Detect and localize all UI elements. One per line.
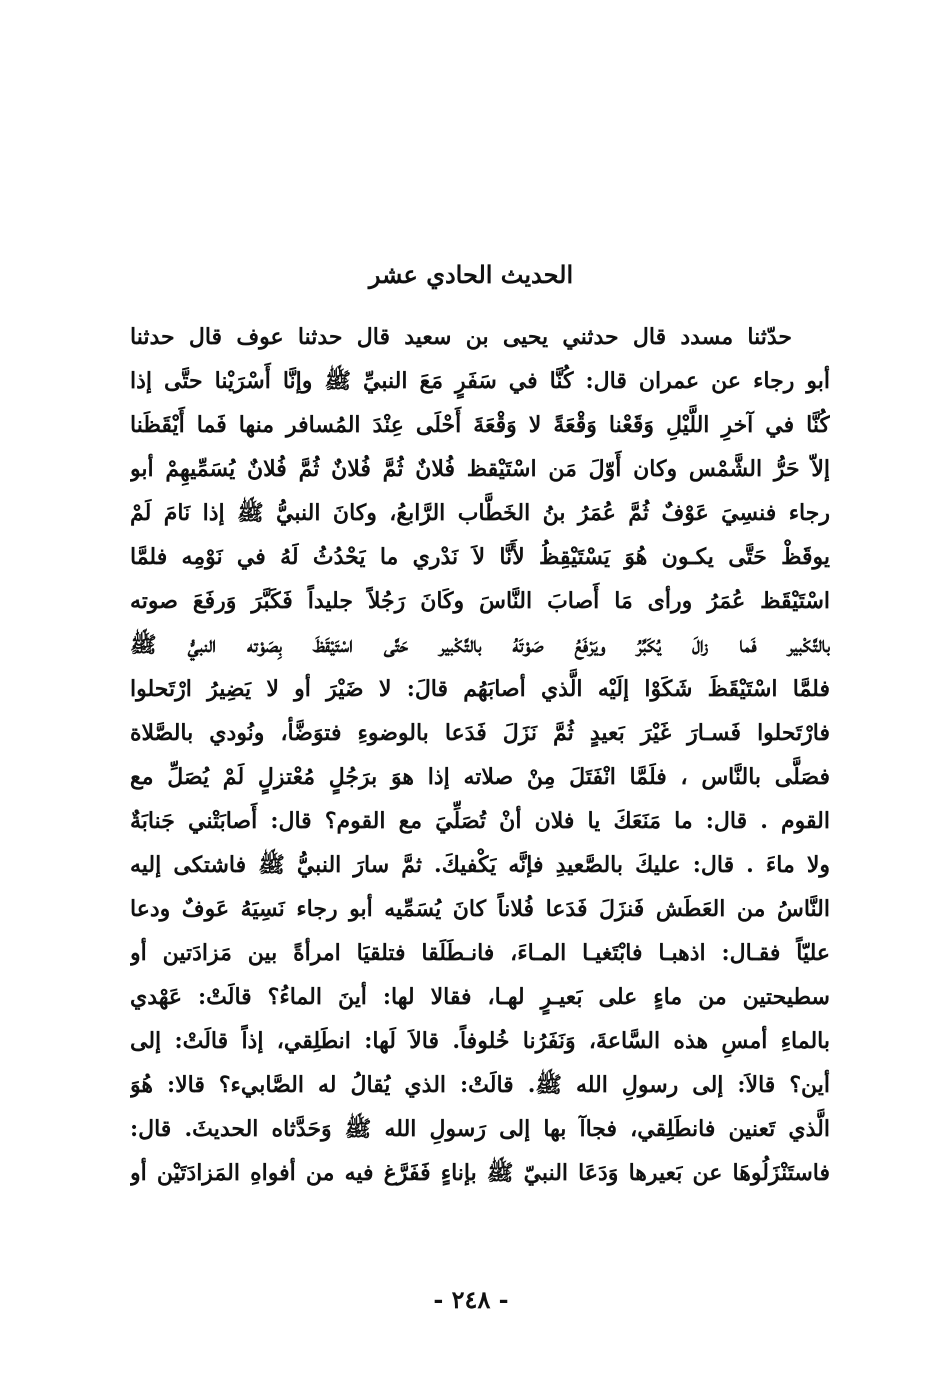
text-line: فصَلَّى بالنَّاس ، فلَمَّا انْفَتَلَ مِنْ صلاته إذا هوَ برَجُلٍ مُعْتزلٍ لَمْ يُصَلِّ مع <box>130 764 830 790</box>
text-line: فلمَّا اسْتَيْقَظَ شَكَوْا إلَيْه الَّذي أصابَهُم قالَ: لا ضَيْرَ أو لا يَضِيرُ ارْتَحلوا <box>130 676 830 702</box>
text-line: حدّثنا مسدد قال حدثني يحيى بن سعيد قال حدثنا عوف قال حدثنا <box>130 324 792 350</box>
text-line: بالتَّكْبير فَما زالَ يُكَبِّرُ ويَرْفَعُ صَوْتَهُ بالتَّكْبير حَتَّى اسْتَيْقَظَ بِصَوْته النبيُّ ﷺ <box>130 632 830 658</box>
text-line: سطيحتين من ماءٍ على بَعيـرٍ لهـا، فقالا لها: أينَ الماءُ؟ قالَتْ: عَهْدي <box>130 984 830 1010</box>
text-line: رجاء فنسِيَ عَوْفٌ ثُمَّ عُمَرُ بنُ الخَطَّاب الرَّابعُ، وكانَ النبيُّ ﷺ إذا نَامَ لَمْ <box>130 500 830 526</box>
text-line: القوم . قال: ما مَنَعَكَ يا فلان أنْ تُصَلِّيَ مع القوم؟ قال: أَصابَتْني جَنابَةٌ <box>130 808 830 834</box>
text-line: فارْتَحلوا فَسـارَ غَيْرَ بَعيدٍ ثُمَّ نَزَلَ فَدَعا بالوضوءِ فتوَضَّأ، ونُودي بالصَّلاة <box>130 720 830 746</box>
hadith-text <box>130 315 830 1195</box>
text-line: إلاّ حَرُّ الشَّمْس وكان أَوّلَ مَن اسْتَيْقظ فُلانٌ ثُمَّ فُلانٌ ثُمَّ فُلانٌ يُسَمِّيهِمْ أبو <box>130 456 830 482</box>
text-line: فاستَنْزَلُوهَا عن بَعيرها وَدَعَا النبيّ ﷺ بإناءٍ فَفَرَّغ فيه من أفواهِ المَزادَتَيْن أو <box>130 1160 830 1186</box>
text-line: أبو رجاء عن عمران قال: كُنَّا في سَفَرٍ مَعَ النبيِّ ﷺ وإنَّا أَسْرَيْنا حتَّى إذا <box>130 368 830 394</box>
page-number: - ٢٤٨ - <box>433 1285 509 1314</box>
text-line: بالماءِ أمسِ هذه السَّاعةَ، وَنَفَرُنا خُلوفاً. قالاَ لَها: انطَلِقي، إذاً قالَتْ: إلى <box>130 1028 830 1054</box>
text-line: النَّاسُ من العَطَش فَنزَلَ فَدَعا فُلاناً كانَ يُسَمِّيه أبو رجاء نَسِيَهُ عَوفٌ ودعا <box>130 896 830 922</box>
text-line: الَّذي تَعنين فانطَلِقي، فجاآ بها إلى رَسولِ الله ﷺ وَحَدَّثاه الحديثَ. قال: <box>130 1116 830 1142</box>
text-line: يوقَظْ حَتَّى يكـون هُوَ يَسْتَيْقِظُ لأَنَّا لاَ نَدْري ما يَحْدُثُ لَهُ في نَوْمِه فلمَّا <box>130 544 830 570</box>
text-line: أين؟ قالاَ: إلى رسولِ الله ﷺ. قالَتْ: الذي يُقالُ له الصَّابيء؟ قالا: هُوَ <box>130 1072 830 1098</box>
text-line: عليّاً فقـال: اذهبـا فابْتَغيـا المـاءَ، فانـطَلَقا فتلقيَا امرأةً بين مَزادَتين أو <box>130 940 830 966</box>
hadith-title: الحديث الحادي عشر <box>368 260 574 289</box>
text-line: اسْتَيْقَظ عُمَرُ ورأى مَا أَصابَ النَّاسَ وكَانَ رَجُلاً جليداً فَكَبَّرَ وَرفَعَ صوته <box>130 588 830 614</box>
text-line: ولا ماءَ . قال: عليكَ بالصَّعيدِ فإنَّه يَكْفيكَ. ثمَّ سارَ النبيُّ ﷺ فاشتكى إليه <box>130 852 830 878</box>
text-line: كُنَّا في آخرِ اللَّيْلِ وَقَعْنا وَقْعَةً لا وَقْعَةَ أَحْلَى عِنْدَ المُسافر منها فَما أَيْقَظَنا <box>130 412 830 438</box>
